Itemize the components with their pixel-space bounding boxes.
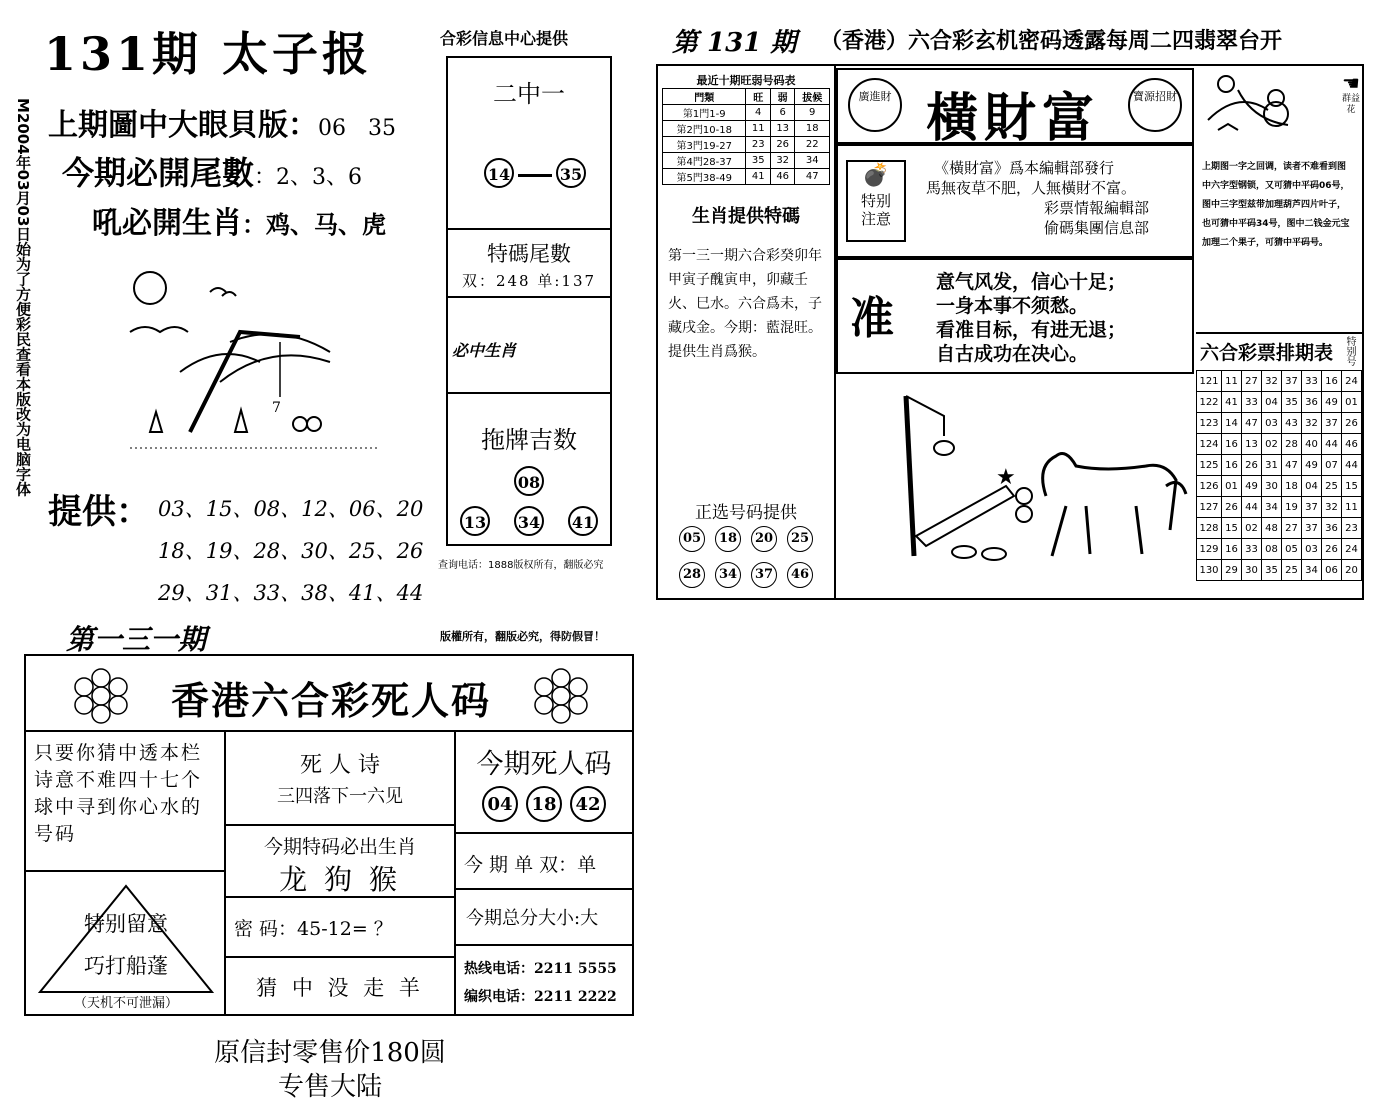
row1-value: 06 35 bbox=[318, 116, 396, 141]
bottom-copyright: 版權所有，翻版必究，得防假冒！ bbox=[440, 630, 605, 643]
special-value: 龙 狗 猴 bbox=[279, 863, 401, 896]
password: 密 码：45-12= ？ bbox=[234, 918, 393, 940]
poem-box bbox=[836, 258, 1194, 374]
tri-note: （天机不可泄漏） bbox=[73, 996, 178, 1011]
dead-num: 42 bbox=[570, 786, 606, 822]
oddeven: 今 期 单 双：单 bbox=[464, 854, 597, 876]
left-row3 bbox=[92, 198, 386, 242]
hint-text: 只要你猜中透本栏诗意不难四十七个球中寻到你心水的号码 bbox=[34, 742, 203, 845]
table-title: 最近十期旺弱号码表 bbox=[696, 74, 796, 87]
brand-title: 橫財富 bbox=[925, 88, 1100, 149]
pick-num: 05 bbox=[679, 526, 705, 552]
row3-label: 吼必開生肖 bbox=[92, 206, 242, 241]
market: 专售大陆 bbox=[277, 1072, 382, 1102]
dead-nums bbox=[456, 786, 632, 822]
bird-left bbox=[130, 327, 188, 332]
right-header-text: （香港）六合彩玄机密码透露每周二四翡翠台开 bbox=[820, 28, 1283, 54]
total: 今期总分大小:大 bbox=[466, 908, 599, 929]
schedule-row: 122 41 33 04 35 36 49 01 bbox=[1197, 392, 1362, 413]
schedule-row: 129 16 33 08 05 03 26 24 bbox=[1197, 539, 1362, 560]
birds bbox=[210, 288, 236, 296]
lucky-num: 13 bbox=[460, 506, 490, 536]
right-issue: 第 131 期 bbox=[672, 28, 797, 58]
row2-label: 今期必開尾數 bbox=[62, 154, 255, 192]
dog-scale-drawing bbox=[836, 376, 1194, 596]
notice-box bbox=[836, 144, 1194, 258]
bamboo-stalk bbox=[190, 332, 300, 432]
zodiac-title: 生肖提供特碼 bbox=[692, 206, 800, 227]
pair-num-1: 14 bbox=[484, 158, 514, 188]
provide-line-1: 03、15、08、12、06、20 bbox=[158, 497, 424, 521]
pick-num: 25 bbox=[787, 526, 813, 552]
lucky-title: 拖牌吉数 bbox=[481, 426, 577, 454]
schedule-title: 六合彩票排期表 bbox=[1200, 342, 1334, 364]
mid-panel bbox=[446, 56, 612, 546]
pick-num: 46 bbox=[787, 562, 813, 588]
lucky-num: 41 bbox=[568, 506, 598, 536]
pair-row bbox=[480, 158, 590, 188]
dead-num: 18 bbox=[526, 786, 562, 822]
lucky-bottom bbox=[448, 506, 610, 536]
wang-ruo-table bbox=[662, 88, 830, 185]
special-label: 今期特码必出生肖 bbox=[263, 836, 416, 858]
schedule-row: 123 14 47 03 43 32 37 26 bbox=[1197, 413, 1362, 434]
dead-title: 今期死人码 bbox=[476, 749, 612, 780]
lucky-top bbox=[448, 466, 610, 496]
mid-header: 合彩信息中心提供 bbox=[440, 29, 569, 48]
corner-tag: ☚ 群益花 bbox=[1341, 71, 1360, 115]
row1-label: 上期圖中大眼貝版： bbox=[48, 108, 318, 143]
left-row2 bbox=[62, 148, 362, 194]
provide-label: 提供： bbox=[48, 492, 150, 532]
tail-title: 特碼尾數 bbox=[487, 242, 571, 266]
svg-text:★: ★ bbox=[996, 465, 1016, 490]
zodiac-label: 必中生肖 bbox=[452, 341, 517, 360]
moon bbox=[134, 272, 166, 304]
schedule-row: 126 01 49 30 18 04 25 15 bbox=[1197, 476, 1362, 497]
provide-line-3: 29、31、33、38、41、44 bbox=[158, 581, 424, 605]
picks-row1 bbox=[664, 526, 828, 552]
bottom-panel bbox=[24, 654, 634, 1016]
row2-value: ：2、3、6 bbox=[254, 165, 363, 190]
zhun-char: 准 bbox=[850, 293, 894, 344]
notice-text: 《橫財富》爲本編輯部發行 馬無夜草不肥，人無橫財不富。 彩票情報編輯部 偷碼集團信息部 bbox=[926, 159, 1150, 237]
table-row: 第4門28-37 35 32 34 bbox=[663, 153, 830, 169]
er-zhong-yi: 二中一 bbox=[493, 80, 565, 108]
schedule-row: 128 15 02 48 27 37 36 23 bbox=[1197, 518, 1362, 539]
pair-num-2: 35 bbox=[556, 158, 586, 188]
guess: 猜 中 没 走 羊 bbox=[256, 976, 424, 1000]
balls-left-icon bbox=[66, 666, 136, 726]
bottom-title: 香港六合彩死人码 bbox=[170, 678, 491, 723]
brand-box bbox=[836, 68, 1194, 149]
pick-num: 37 bbox=[751, 562, 777, 588]
poem-text: 三四落下一六见 bbox=[277, 786, 403, 807]
bottom-issue: 第一三一期 bbox=[66, 623, 207, 656]
drawing-seven: 7 bbox=[272, 400, 281, 416]
poem-title: 死 人 诗 bbox=[300, 753, 380, 778]
schedule-row: 121 11 27 32 37 33 16 24 bbox=[1197, 371, 1362, 392]
pick-title: 正选号码提供 bbox=[695, 503, 797, 523]
editline: 编织电话：2211 2222 bbox=[464, 989, 617, 1005]
provide-numbers bbox=[158, 488, 423, 614]
zodiac-text: 第一三一期六合彩癸卯年甲寅子醜寅申，卯藏壬火、巳水。六合爲未，子藏戌金。今期：藍混旺。提供生肖爲猴。 bbox=[668, 248, 822, 360]
mid-footer: 查询电话：1888版权所有，翻版必究 bbox=[438, 560, 604, 571]
lucky-num: 34 bbox=[514, 506, 544, 536]
tail-value: 双：248 单:137 bbox=[461, 272, 597, 290]
table-row: 第2門10-18 11 13 18 bbox=[663, 121, 830, 137]
tri-line-1: 特别留意 bbox=[84, 912, 168, 936]
row3-value: ：鸡、马、虎 bbox=[242, 210, 386, 239]
schedule-row: 124 16 13 02 28 40 44 46 bbox=[1197, 434, 1362, 455]
picks-row2 bbox=[664, 562, 828, 588]
lucky-num: 08 bbox=[514, 466, 544, 496]
poem-lines: 意气风发，信心十足； 一身本事不须愁。 看准目标，有进无退； 自古成功在决心。 bbox=[936, 271, 1127, 365]
left-title: 131期 太子报 bbox=[44, 27, 373, 81]
price: 原信封零售价180圆 bbox=[214, 1038, 446, 1068]
balls-right-icon bbox=[526, 666, 596, 726]
pick-num: 34 bbox=[715, 562, 741, 588]
table-head: 門類 旺 弱 拔候 bbox=[663, 89, 830, 105]
schedule-grid bbox=[1196, 370, 1362, 581]
schedule-row: 125 16 26 31 47 49 07 44 bbox=[1197, 455, 1362, 476]
bamboo-leaves bbox=[180, 334, 330, 382]
provide-line-2: 18、19、28、30、25、26 bbox=[158, 539, 424, 563]
bamboo-drawing bbox=[110, 262, 390, 462]
schedule-row: 127 26 44 34 19 37 32 11 bbox=[1197, 497, 1362, 518]
dead-num: 04 bbox=[482, 786, 518, 822]
gourd-drawing bbox=[1198, 70, 1308, 146]
pick-num: 20 bbox=[751, 526, 777, 552]
table-row: 第3門19-27 23 26 22 bbox=[663, 137, 830, 153]
bomb-icon: 💣 bbox=[862, 163, 890, 188]
coin-left: 廣進財 bbox=[848, 78, 902, 132]
pick-num: 18 bbox=[715, 526, 741, 552]
table-row: 第5門38-49 41 46 47 bbox=[663, 169, 830, 185]
coin-right: 寶源招財 bbox=[1128, 78, 1182, 132]
notice-badge: 💣 特别注意 bbox=[846, 160, 906, 242]
right-panel bbox=[656, 64, 1364, 600]
table-row: 第1門1-9 4 6 9 bbox=[663, 105, 830, 121]
hotline: 热线电话：2211 5555 bbox=[464, 961, 617, 977]
right-note: 上期图一字之回调，读者不难看到图中六字型钢锁，又可猜中平码06号，图中三字型兹带加理葫芦四片叶子，也可猜中平码34号，图中二钱金元宝加理二个果子，可猜中平码号。 bbox=[1202, 162, 1350, 248]
pick-num: 28 bbox=[679, 562, 705, 588]
schedule-row: 130 29 30 35 25 34 06 20 bbox=[1197, 560, 1362, 581]
left-row1 bbox=[48, 100, 396, 144]
left-vertical-date: M2004年03月03日始为了方便彩民查看本版改为电脑字体 bbox=[14, 98, 32, 497]
schedule-side: 特别号 bbox=[1344, 336, 1355, 366]
tri-line-2: 巧打船蓬 bbox=[84, 954, 168, 978]
